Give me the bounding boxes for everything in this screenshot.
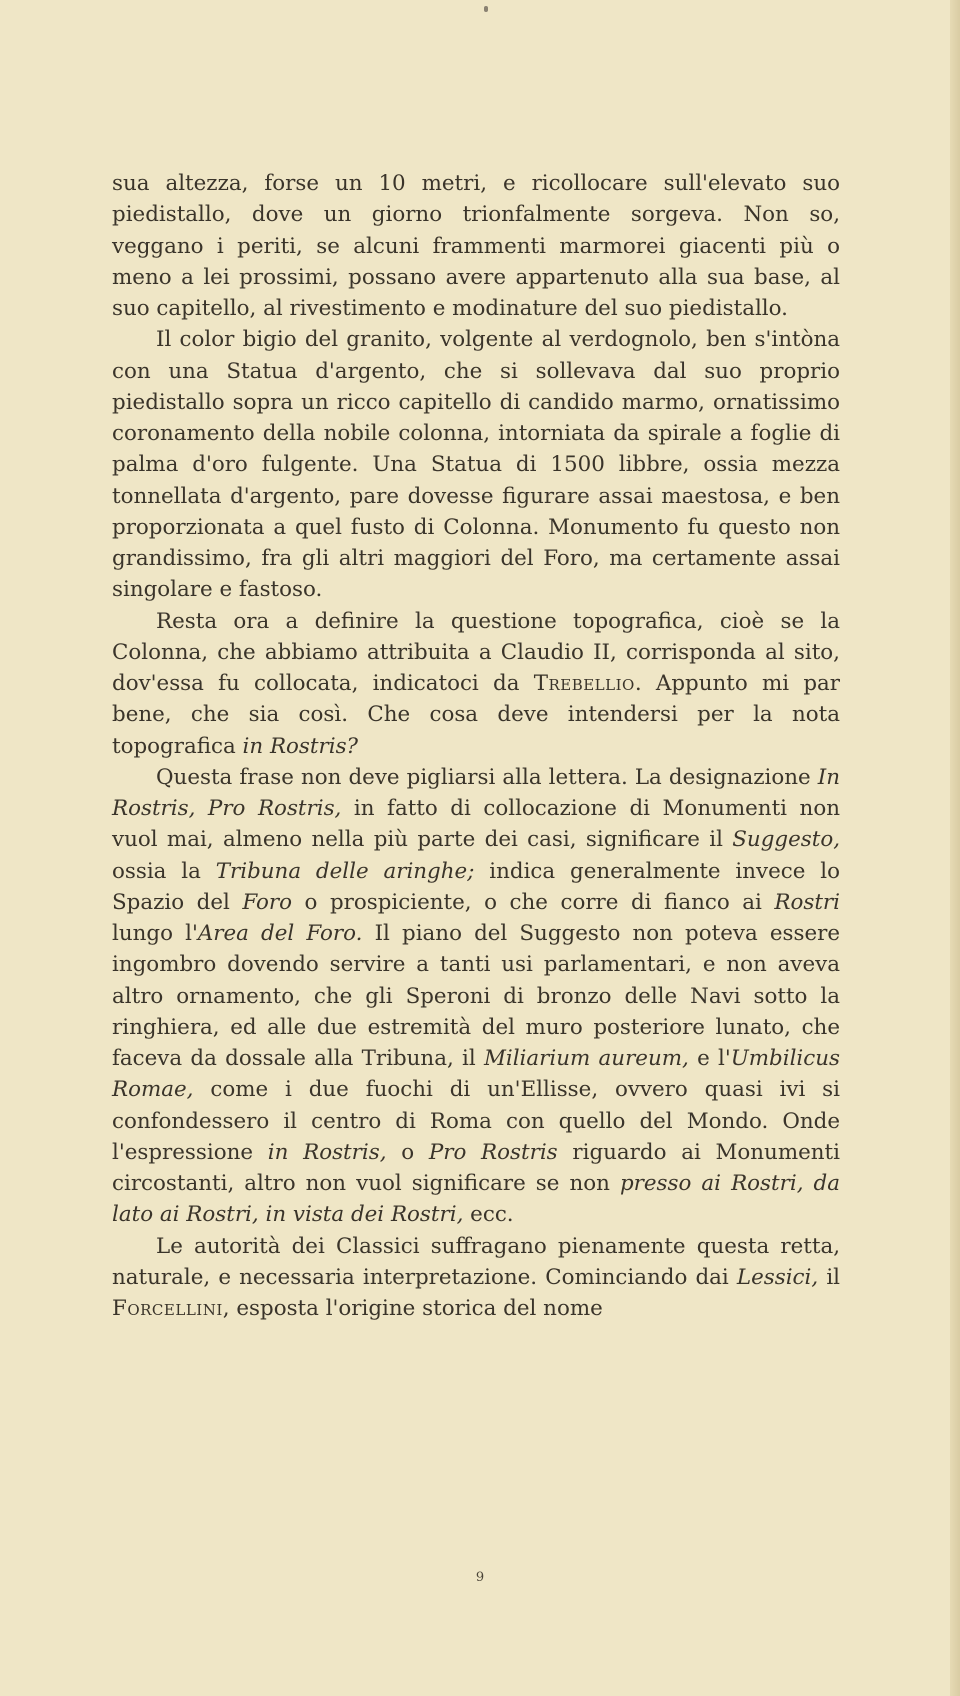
author-name: Trebellio <box>533 671 635 696</box>
text-run: ecc. <box>463 1202 514 1228</box>
text-run: in fatto di collocazione di Monumenti non vuol mai, almeno nella più parte dei casi, significare il <box>112 796 840 853</box>
italic-text: Foro <box>242 889 293 915</box>
author-name: Forcellini <box>112 1296 223 1321</box>
italic-text: Miliarium aureum, <box>483 1046 689 1071</box>
printer-mark <box>484 6 488 12</box>
text-run: il <box>818 1264 840 1290</box>
text-run: lungo l' <box>112 921 198 946</box>
text-run: sua altezza, forse un 10 metri, e ricollocare sull'elevato suo piedistallo, dove un giorno trionfalmente sorgeva. Non so, veggano i periti, se alcuni frammenti marmorei giacenti più o meno a lei prossimi, possano avere appartenuto alla sua base, al suo capitello, al rivestimento e modinature del suo piedistallo. <box>112 171 840 321</box>
paragraph-4 <box>112 762 840 1231</box>
text-run: riguardo ai Monumenti circostanti, altro non vuol significare se non <box>112 1139 840 1196</box>
text-run: Il piano del Suggesto non poteva essere ingombro dovendo servire a tanti usi parlamentari, e non aveva altro ornamento, che gli Speroni di bronzo delle Navi sotto la ringhiera, ed alle due estremità del muro posteriore lunato, che faceva da dossale alla Tribuna, il <box>112 921 840 1071</box>
text-run: . Appunto mi par bene, che sia così. Che cosa deve intendersi per la nota topografica <box>112 671 840 759</box>
text-run: Questa frase non deve pigliarsi alla lettera. La designazione <box>156 764 818 790</box>
text-run: Le autorità dei Classici suffragano pienamente questa retta, naturale, e necessaria interpretazione. Cominciando dai <box>112 1233 840 1290</box>
text-run: , esposta l'origine storica del nome <box>222 1296 603 1321</box>
italic-text: Rostri <box>774 889 840 915</box>
page-number: 9 <box>475 1570 485 1585</box>
italic-text: In Rostris, Pro Rostris, <box>112 764 840 821</box>
italic-text: Tribuna delle aringhe; <box>215 858 475 884</box>
italic-text: Lessici, <box>736 1264 819 1290</box>
italic-text: Area del Foro. <box>197 921 363 946</box>
text-run: indica generalmente invece lo Spazio del <box>112 858 840 915</box>
text-run: Il color bigio del granito, volgente al verdognolo, ben s'intòna con una Statua d'argento, che si sollevava dal suo proprio piedistallo sopra un ricco capitello di candido marmo, ornatissimo coronamento della nobile colonna, intorniata da spirale a foglie di palma d'oro fulgente. Una Statua di 1500 libbre, ossia mezza tonnellata d'argento, pare dovesse figurare assai maestosa, e ben proporzionata a quel fusto di Colonna. Monumento fu questo non grandissimo, fra gli altri maggiori del Foro, ma certamente assai singolare e fastoso. <box>112 327 840 603</box>
paragraph-2 <box>112 324 840 605</box>
italic-text: Umbilicus Romae, <box>112 1046 840 1103</box>
body-text <box>112 168 840 1324</box>
italic-text: presso ai Rostri, da lato ai Rostri, in vista dei Rostri, <box>112 1171 840 1228</box>
text-run: ossia la <box>112 858 216 884</box>
text-run: o prospiciente, o che corre di fianco ai <box>292 889 775 915</box>
text-run: o <box>386 1139 429 1165</box>
italic-text: in Rostris? <box>242 733 359 759</box>
paragraph-3 <box>112 606 840 762</box>
text-run: come i due fuochi di un'Ellisse, ovvero quasi ivi si confondessero il centro di Roma con quello del Mondo. Onde l'espressione <box>112 1077 840 1165</box>
text-run: e l' <box>688 1046 731 1071</box>
paragraph-1 <box>112 168 840 324</box>
text-run: Resta ora a definire la questione topografica, cioè se la Colonna, che abbiamo attribuita a Claudio II, corrisponda al sito, dov'essa fu collocata, indicatoci da <box>112 608 840 696</box>
italic-text: Pro Rostris <box>428 1139 558 1165</box>
italic-text: in Rostris, <box>267 1139 387 1165</box>
page-edge <box>950 0 960 1696</box>
italic-text: Suggesto, <box>732 827 840 853</box>
paragraph-5 <box>112 1231 840 1325</box>
